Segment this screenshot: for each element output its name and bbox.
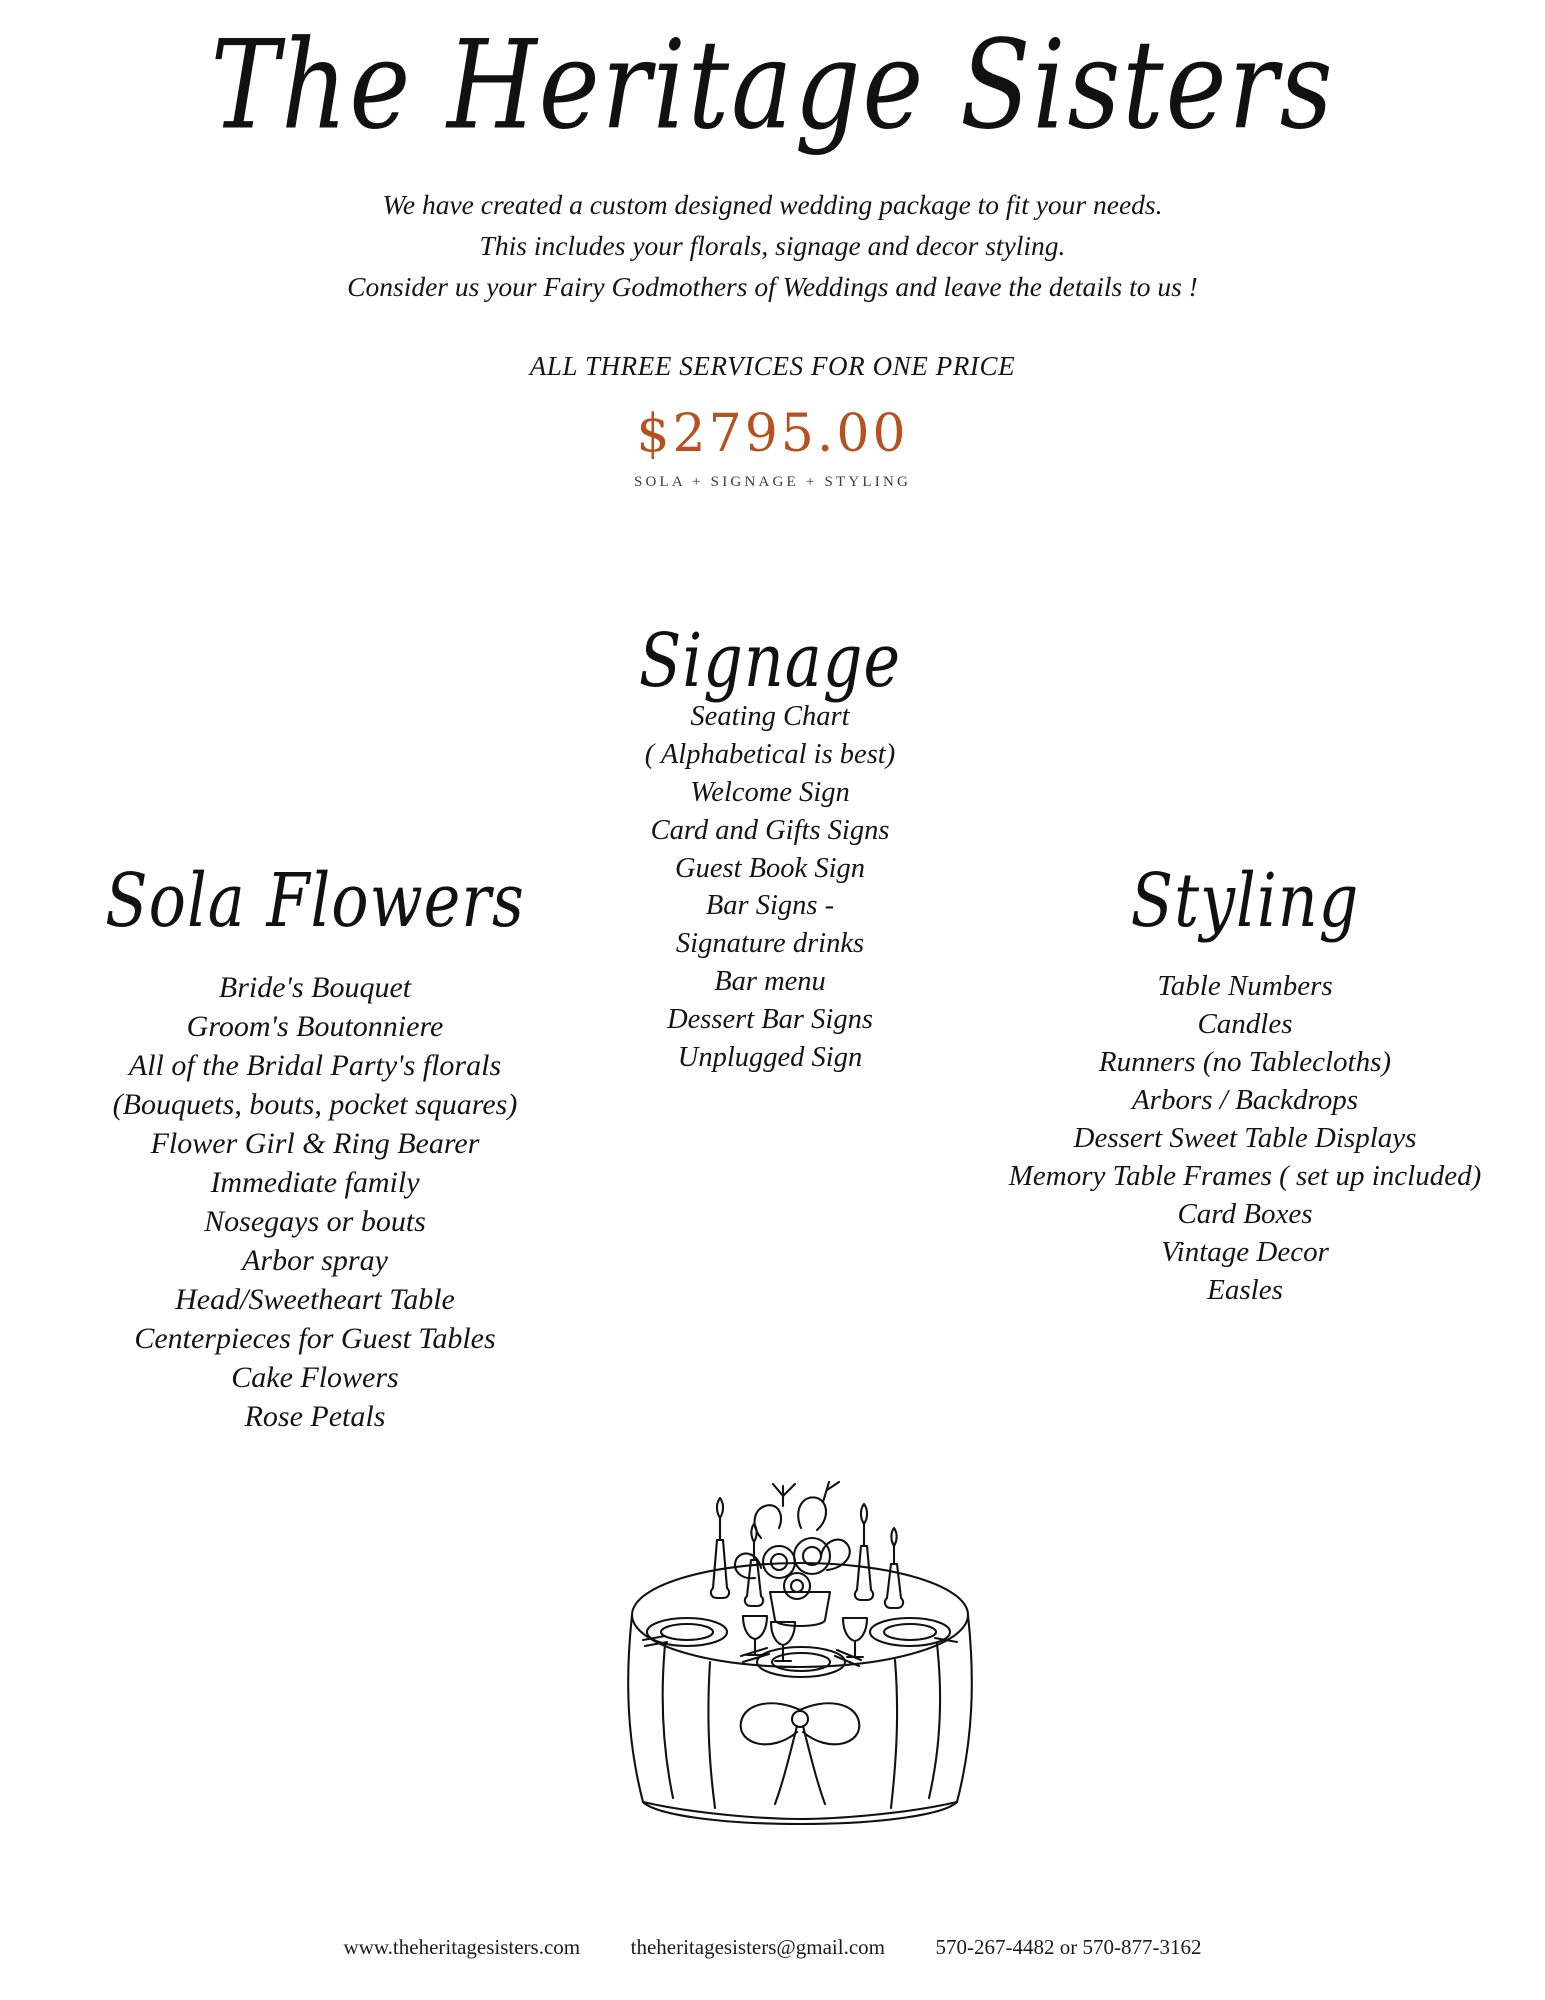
list-item: Bar menu (714, 966, 826, 998)
list-item: Memory Table Frames ( set up included) (1008, 1159, 1482, 1192)
list-item: (Bouquets, bouts, pocket squares) (112, 1088, 518, 1121)
list-item: Vintage Decor (1161, 1235, 1329, 1268)
list-item: All of the Bridal Party's florals (128, 1049, 502, 1082)
list-item: Card and Gifts Signs (650, 814, 890, 846)
price-subtitle: SOLA + SIGNAGE + STYLING (633, 474, 912, 491)
list-item: Candles (1197, 1007, 1293, 1040)
list-item: Easles (1207, 1273, 1283, 1306)
list-item: Welcome Sign (690, 776, 850, 808)
list-item: Bar Signs - (705, 890, 835, 922)
list-item: Guest Book Sign (675, 852, 865, 884)
footer-website[interactable]: www.theheritagesisters.com (343, 1935, 581, 1959)
list-item: Bride's Bouquet (218, 971, 412, 1004)
column-styling-title: Styling (1130, 856, 1360, 945)
list-item: Signature drinks (675, 928, 865, 960)
price-value: $2795.00 (636, 404, 909, 465)
list-item: Nosegays or bouts (204, 1205, 426, 1238)
column-signage-title: Signage (638, 616, 902, 705)
list-item: Table Numbers (1157, 970, 1333, 1002)
list-item: Arbors / Backdrops (1131, 1083, 1359, 1116)
list-item: Runners (no Tablecloths) (1098, 1045, 1392, 1078)
list-item: Flower Girl & Ring Bearer (150, 1127, 480, 1160)
list-item: Immediate family (210, 1166, 420, 1199)
footer-email[interactable]: theheritagesisters@gmail.com (630, 1935, 885, 1959)
list-item: Centerpieces for Guest Tables (134, 1322, 496, 1355)
column-sola-flowers (20, 856, 610, 1436)
intro-line-2: This includes your florals, signage and decor styling. (479, 229, 1066, 261)
list-item: Dessert Bar Signs (667, 1004, 873, 1036)
list-item: Rose Petals (244, 1400, 386, 1433)
column-sola-list (20, 968, 610, 1436)
brand-title: The Heritage Sisters (210, 12, 1335, 157)
intro-line-3: Consider us your Fairy Godmothers of Weddings and leave the details to us ! (347, 270, 1198, 302)
footer-phones[interactable]: 570-267-4482 or 570-877-3162 (935, 1935, 1202, 1959)
list-item: Head/Sweetheart Table (175, 1283, 455, 1316)
list-item: Unplugged Sign (677, 1042, 863, 1074)
list-item: Groom's Boutonniere (186, 1010, 444, 1043)
list-item: ( Alphabetical is best) (644, 738, 896, 770)
footer-contact (0, 1935, 1545, 1960)
column-styling (960, 856, 1530, 1310)
column-sola-title: Sola Flowers (105, 856, 525, 945)
decorated-round-table-illustration (565, 1410, 1035, 1830)
list-item: Cake Flowers (231, 1361, 399, 1394)
list-item: Dessert Sweet Table Displays (1073, 1121, 1417, 1154)
list-item: Arbor spray (242, 1244, 388, 1277)
column-styling-list (960, 968, 1530, 1310)
list-item: Seating Chart (690, 701, 850, 732)
list-item: Card Boxes (1177, 1197, 1313, 1230)
offer-headline: ALL THREE SERVICES FOR ONE PRICE (529, 351, 1016, 382)
intro-line-1: We have created a custom designed wedding package to fit your needs. (382, 189, 1163, 221)
